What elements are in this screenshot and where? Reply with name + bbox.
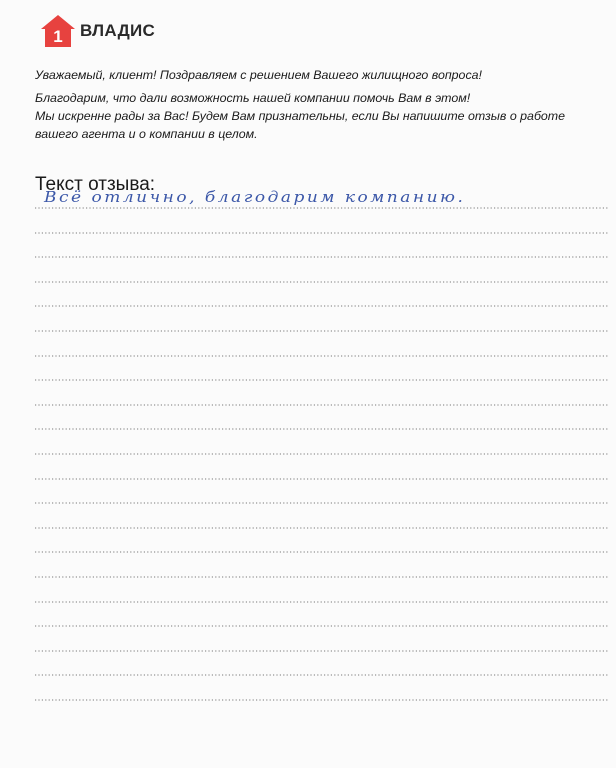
greeting-line: Уважаемый, клиент! Поздравляем с решением Вашего жилищного вопроса! xyxy=(35,68,482,82)
brand-name: ВЛАДИС xyxy=(80,21,156,40)
request-line-2: вашего агента и о компании в целом. xyxy=(35,127,258,141)
handwritten-review: Всё отлично, благодарим компанию. xyxy=(44,189,466,206)
logo-digit: 1 xyxy=(53,27,63,46)
review-heading: Текст отзыва: xyxy=(35,174,156,195)
thanks-line: Благодарим, что дали возможность нашей компании помочь Вам в этом! xyxy=(35,91,471,105)
request-line-1: Мы искренне рады за Вас! Будем Вам признательны, если Вы напишите отзыв о работе xyxy=(35,109,566,123)
